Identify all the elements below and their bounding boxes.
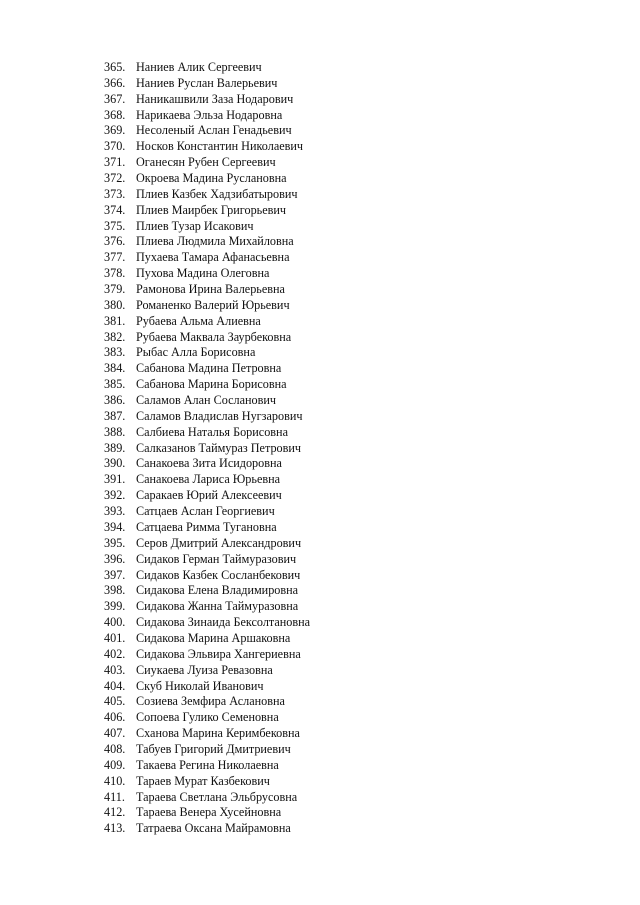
list-item [104, 726, 310, 742]
entry-name: Пухова Мадина Олеговна [136, 266, 270, 281]
list-item [104, 345, 310, 361]
list-item [104, 266, 310, 282]
list-item [104, 361, 310, 377]
entry-number: 390. [104, 456, 126, 471]
entry-number: 367. [104, 91, 126, 106]
entry-number: 386. [104, 393, 126, 408]
entry-number: 393. [104, 504, 126, 519]
list-item [104, 234, 310, 250]
entry-number: 368. [104, 107, 126, 122]
entry-number: 374. [104, 202, 126, 217]
list-item [104, 108, 310, 124]
entry-number: 413. [104, 821, 126, 836]
entry-name: Плиев Казбек Хадзибатырович [136, 186, 298, 201]
entry-name: Окроева Мадина Руслановна [136, 171, 287, 186]
entry-name: Сидакова Елена Владимировна [136, 583, 299, 598]
entry-name: Сиукаева Луиза Ревазовна [136, 662, 273, 677]
entry-number: 388. [104, 424, 126, 439]
list-item [104, 599, 310, 615]
list-item [104, 425, 310, 441]
entry-name: Сабанова Марина Борисовна [136, 377, 287, 392]
entry-name: Рубаева Маквала Заурбековна [136, 329, 292, 344]
entry-number: 375. [104, 218, 126, 233]
entry-name: Плиева Людмила Михайловна [136, 234, 294, 249]
entry-name: Рубаева Альма Алиевна [136, 313, 261, 328]
list-item [104, 76, 310, 92]
entry-number: 412. [104, 805, 126, 820]
list-item [104, 631, 310, 647]
entry-number: 373. [104, 186, 126, 201]
list-item [104, 155, 310, 171]
entry-number: 396. [104, 551, 126, 566]
entry-name: Сидакова Эльвира Хангериевна [136, 646, 301, 661]
list-item [104, 568, 310, 584]
entry-name: Плиев Тузар Исакович [136, 218, 254, 233]
entry-number: 369. [104, 123, 126, 138]
entry-number: 400. [104, 615, 126, 630]
entry-number: 394. [104, 519, 126, 534]
list-item [104, 520, 310, 536]
entry-name: Санакоева Зита Исидоровна [136, 456, 282, 471]
list-item [104, 123, 310, 139]
list-item [104, 536, 310, 552]
entry-number: 382. [104, 329, 126, 344]
list-item [104, 821, 310, 837]
list-item [104, 456, 310, 472]
entry-number: 406. [104, 710, 126, 725]
entry-number: 371. [104, 155, 126, 170]
entry-name: Саракаев Юрий Алексеевич [136, 488, 282, 503]
entry-name: Носков Константин Николаевич [136, 139, 304, 154]
list-item [104, 710, 310, 726]
list-item [104, 742, 310, 758]
list-item [104, 377, 310, 393]
entry-number: 397. [104, 567, 126, 582]
list-item [104, 663, 310, 679]
entry-name: Сидаков Казбек Сосланбекович [136, 567, 301, 582]
entry-name: Тараев Мурат Казбекович [136, 773, 270, 788]
list-item [104, 472, 310, 488]
entry-number: 380. [104, 297, 126, 312]
entry-name: Плиев Маирбек Григорьевич [136, 202, 287, 217]
entry-number: 366. [104, 75, 126, 90]
entry-name: Салказанов Таймураз Петрович [136, 440, 302, 455]
entry-name: Серов Дмитрий Александрович [136, 535, 302, 550]
entry-number: 387. [104, 408, 126, 423]
entry-number: 411. [104, 789, 125, 804]
list-item [104, 774, 310, 790]
entry-name: Табуев Григорий Дмитриевич [136, 741, 291, 756]
entry-number: 392. [104, 488, 126, 503]
entry-number: 384. [104, 361, 126, 376]
entry-name: Сидакова Зинаида Бексолтановна [136, 615, 311, 630]
list-item [104, 393, 310, 409]
list-item [104, 488, 310, 504]
entry-number: 381. [104, 313, 126, 328]
list-item [104, 694, 310, 710]
entry-name: Оганесян Рубен Сергеевич [136, 155, 276, 170]
entry-name: Рыбас Алла Борисовна [136, 345, 256, 360]
list-item [104, 92, 310, 108]
list-item [104, 250, 310, 266]
entry-name: Татраева Оксана Майрамовна [136, 821, 291, 836]
list-item [104, 203, 310, 219]
entry-number: 372. [104, 171, 126, 186]
entry-name: Созиева Земфира Аслановна [136, 694, 285, 709]
entry-name: Романенко Валерий Юрьевич [136, 297, 290, 312]
entry-name: Тараева Светлана Эльбрусовна [136, 789, 298, 804]
entry-number: 399. [104, 599, 126, 614]
list-item [104, 314, 310, 330]
entry-name: Тараева Венера Хусейновна [136, 805, 282, 820]
list-item [104, 139, 310, 155]
entry-name: Сидаков Герман Таймуразович [136, 551, 297, 566]
list-item [104, 298, 310, 314]
entry-number: 407. [104, 726, 126, 741]
entry-number: 401. [104, 630, 126, 645]
entry-name: Наникашвили Заза Нодарович [136, 91, 294, 106]
entry-number: 365. [104, 60, 126, 74]
entry-name: Салбиева Наталья Борисовна [136, 424, 288, 439]
entry-number: 370. [104, 139, 126, 154]
entry-number: 402. [104, 646, 126, 661]
entry-number: 385. [104, 377, 126, 392]
entry-number: 383. [104, 345, 126, 360]
entry-number: 410. [104, 773, 126, 788]
entry-number: 404. [104, 678, 126, 693]
entry-number: 377. [104, 250, 126, 265]
list-item [104, 282, 310, 298]
entry-name: Саламов Алан Сосланович [136, 393, 277, 408]
entry-name: Наниев Алик Сергеевич [136, 60, 262, 74]
list-item [104, 60, 310, 76]
list-item [104, 790, 310, 806]
list-item [104, 187, 310, 203]
entry-number: 408. [104, 741, 126, 756]
entry-number: 398. [104, 583, 126, 598]
entry-number: 376. [104, 234, 126, 249]
entry-name: Саламов Владислав Нугзарович [136, 408, 303, 423]
entry-name: Скуб Николай Иванович [136, 678, 264, 693]
list-item [104, 583, 310, 599]
list-item [104, 219, 310, 235]
list-item [104, 504, 310, 520]
list-item [104, 552, 310, 568]
entry-name: Пухаева Тамара Афанасьевна [136, 250, 290, 265]
name-list [104, 60, 310, 837]
entry-number: 378. [104, 266, 126, 281]
list-item [104, 330, 310, 346]
entry-number: 395. [104, 535, 126, 550]
entry-name: Сатцаев Аслан Георгиевич [136, 504, 275, 519]
list-item [104, 679, 310, 695]
list-item [104, 805, 310, 821]
entry-name: Сатцаева Римма Тугановна [136, 519, 277, 534]
entry-number: 379. [104, 282, 126, 297]
entry-name: Сидакова Жанна Таймуразовна [136, 599, 299, 614]
entry-name: Несоленый Аслан Генадьевич [136, 123, 292, 138]
entry-number: 409. [104, 757, 126, 772]
list-item [104, 615, 310, 631]
entry-name: Нарикаева Эльза Нодаровна [136, 107, 283, 122]
entry-name: Санакоева Лариса Юрьевна [136, 472, 281, 487]
entry-number: 405. [104, 694, 126, 709]
entry-number: 389. [104, 440, 126, 455]
entry-name: Сопоева Гулико Семеновна [136, 710, 279, 725]
entry-number: 403. [104, 662, 126, 677]
entry-name: Сидакова Марина Аршаковна [136, 630, 291, 645]
list-item [104, 409, 310, 425]
entry-number: 391. [104, 472, 126, 487]
list-item [104, 171, 310, 187]
list-item [104, 647, 310, 663]
entry-name: Такаева Регина Николаевна [136, 757, 279, 772]
entry-name: Сабанова Мадина Петровна [136, 361, 282, 376]
entry-name: Наниев Руслан Валерьевич [136, 75, 278, 90]
entry-name: Сханова Марина Керимбековна [136, 726, 300, 741]
entry-name: Рамонова Ирина Валерьевна [136, 282, 285, 297]
list-item [104, 441, 310, 457]
list-item [104, 758, 310, 774]
